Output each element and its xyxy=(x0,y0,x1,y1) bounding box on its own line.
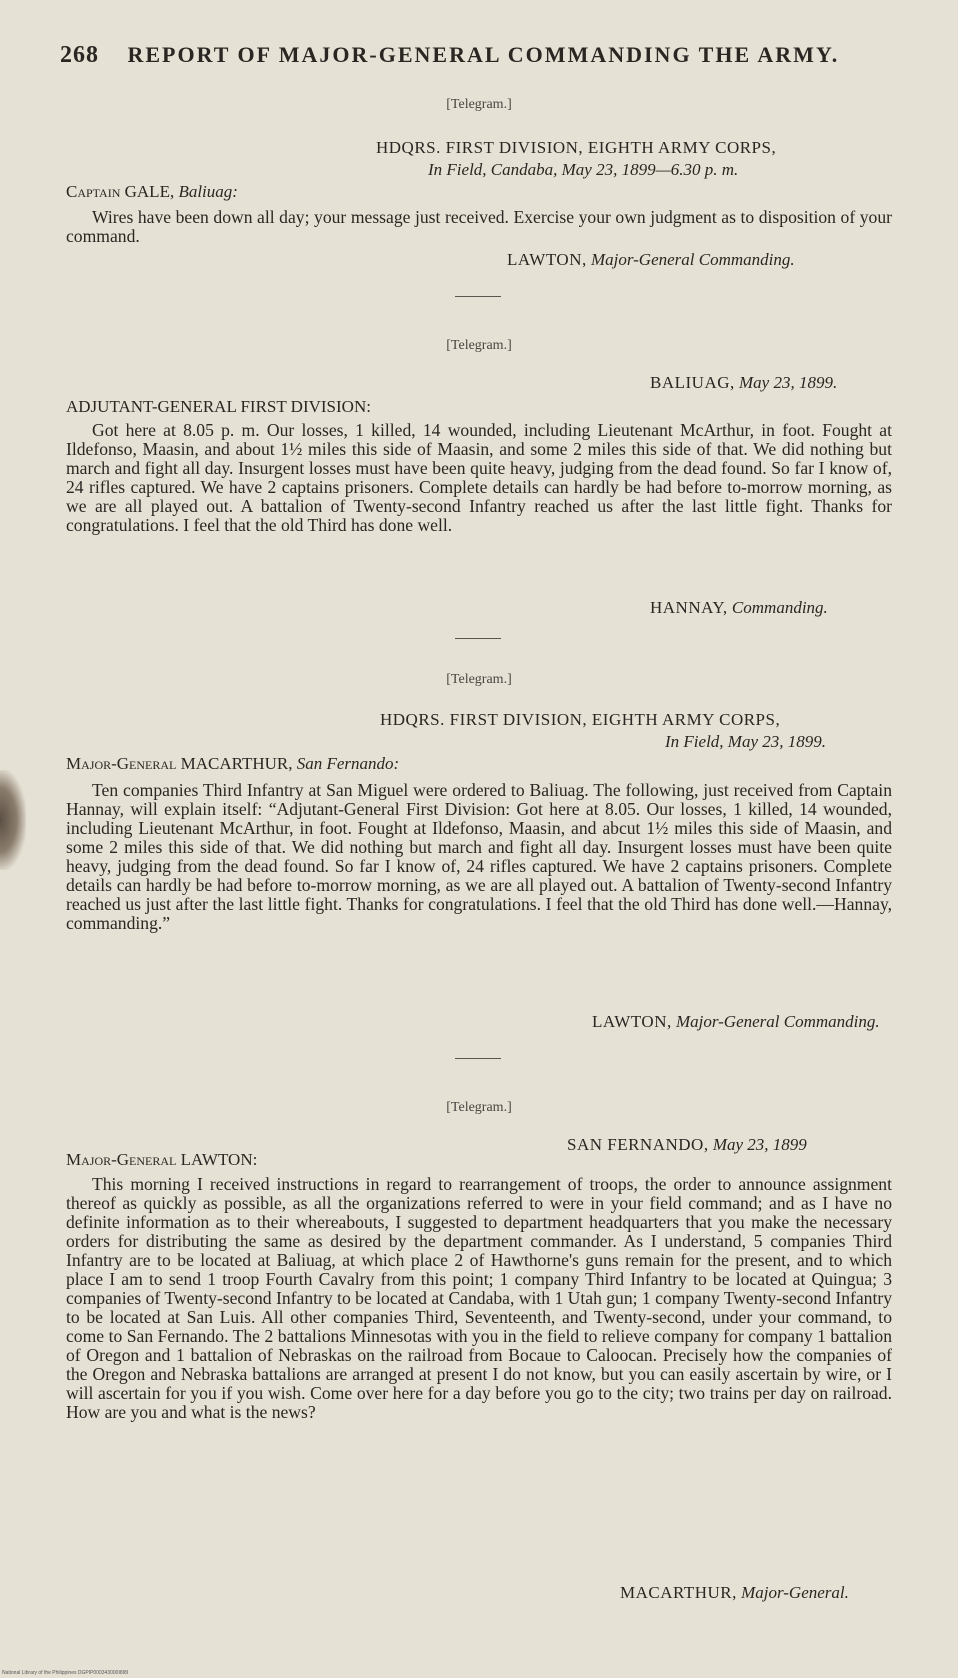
telegram-signature-2 xyxy=(650,598,828,618)
telegram-origin-3 xyxy=(380,709,826,753)
signature-name: LAWTON, xyxy=(592,1012,672,1031)
telegram-label-3: [Telegram.] xyxy=(446,672,512,687)
scan-thumb-shadow xyxy=(0,770,26,870)
addressee-name: Captain GALE, xyxy=(66,182,175,201)
telegram-label-2: [Telegram.] xyxy=(446,338,512,353)
body-text: Ten companies Third Infantry at San Miguel were ordered to Baliuag. The following, just received from Captain Hannay, will explain itself: “Adjutant-General First Division: Got here at 8.05. Our losses, 1 killed, 14 wounded, including Lieutenant McArthur, in foot. Fought at Ildefonso, Maasin, and abcut 1½ miles this side of Maasin, and some 2 miles this side of that. We did nothing but march and fight all day. Insurgent losses must have been quite heavy, judging from the dead found. So far I know of, 24 rifles captured. We have 2 captains prisoners. Complete details can hardly be had before to-morrow morning, as we are all played out. A battalion of Twenty-second Infantry reached us just after the last little fight. Thanks for congratulations. I feel that the old Third has done well.—Hannay, commanding.” xyxy=(66,780,892,933)
telegram-body-4 xyxy=(66,1175,892,1422)
origin-date: May 23, 1899 xyxy=(712,1135,807,1154)
signature-name: LAWTON, xyxy=(507,250,587,269)
telegram-label-4: [Telegram.] xyxy=(446,1100,512,1115)
signature-name: MACARTHUR, xyxy=(620,1583,737,1602)
telegram-body-2 xyxy=(66,421,892,535)
signature-name: HANNAY, xyxy=(650,598,728,617)
telegram-body-1 xyxy=(66,208,892,246)
signature-title: Major-General. xyxy=(741,1583,849,1602)
origin-line: In Field, May 23, 1899. xyxy=(665,732,826,751)
addressee-place: Baliuag: xyxy=(178,182,238,201)
body-text: This morning I received instructions in regard to rearrangement of troops, the order to announce assignment thereof as quickly as possible, as all the organizations referred to were in your field command; and as I have no definite information as to their whereabouts, I suggested to department headquarters that you make the necessary orders for distributing the same as desired by the department commander. As I understand, 5 companies Third Infantry are to be located at Baliuag, at which place 2 of Hawthorne's guns remain for the present, and to which place I am to send 1 troop Fourth Cavalry from this point; 1 company Third Infantry to be located at Quingua; 3 companies of Twenty-second Infantry to be located at Candaba, with 1 Utah gun; 1 company Twenty-second Infantry to be located at San Luis. All other companies Third, Seventeenth, and Twenty-second, under your command, to come to San Fernando. The 2 battalions Minnesotas with you in the field to relieve company for company 1 battalion of Oregon and 1 battalion of Nebraskas on the railroad from Bocaue to Caloocan. Precisely how the companies of the Oregon and Nebraska battalions are arranged at present I do not know, but you can easily ascertain by wire, or I will ascertain for you if you wish. Come over here for a day before you go to the city; two trains per day on railroad. How are you and what is the news? xyxy=(66,1174,892,1422)
telegram-label-1: [Telegram.] xyxy=(446,97,512,112)
addressee-place: San Fernando: xyxy=(296,754,400,773)
origin-place: SAN FERNANDO, xyxy=(567,1135,709,1154)
telegram-origin-4 xyxy=(567,1134,807,1156)
addressee-name: Major-General LAWTON: xyxy=(66,1150,258,1169)
telegram-addressee-1 xyxy=(66,182,238,202)
telegram-signature-4 xyxy=(620,1583,849,1603)
origin-place: BALIUAG, xyxy=(650,373,735,392)
telegram-origin-2 xyxy=(650,372,837,394)
signature-title: Commanding. xyxy=(731,598,828,617)
section-divider xyxy=(455,638,501,639)
page-number: 268 xyxy=(60,42,99,68)
origin-line: In Field, Candaba, May 23, 1899—6.30 p. m. xyxy=(428,160,739,179)
telegram-body-3 xyxy=(66,781,892,933)
telegram-addressee-4 xyxy=(66,1150,257,1170)
section-divider xyxy=(455,296,501,297)
telegram-signature-3 xyxy=(592,1012,880,1032)
telegram-signature-1 xyxy=(507,250,795,270)
body-text: Wires have been down all day; your message just received. Exercise your own judgment as to disposition of your command. xyxy=(66,207,892,246)
running-title: REPORT OF MAJOR-GENERAL COMMANDING THE ARMY. xyxy=(127,42,840,67)
signature-title: Major-General Commanding. xyxy=(675,1012,880,1031)
running-header xyxy=(60,42,890,69)
scan-footer: National Library of the Philippines DGPIP000343000I8I8I xyxy=(2,1670,129,1676)
addressee-name: ADJUTANT-GENERAL FIRST DIVISION: xyxy=(66,397,371,416)
origin-line: HDQRS. FIRST DIVISION, EIGHTH ARMY CORPS, xyxy=(380,710,781,729)
origin-date: May 23, 1899. xyxy=(739,373,838,392)
origin-line: HDQRS. FIRST DIVISION, EIGHTH ARMY CORPS, xyxy=(376,138,777,157)
section-divider xyxy=(455,1058,501,1059)
telegram-addressee-2 xyxy=(66,397,371,417)
addressee-name: Major-General MACARTHUR, xyxy=(66,754,293,773)
telegram-addressee-3 xyxy=(66,754,399,774)
body-text: Got here at 8.05 p. m. Our losses, 1 killed, 14 wounded, including Lieutenant McArthur, in foot. Fought at Ildefonso, Maasin, and about 1½ miles this side of Maasin, and some 2 miles this side of that. We did nothing but march and fight all day. Insurgent losses must have been quite heavy, judging from the dead found. So far I know of, 24 rifles captured. We have 2 captains prisoners. Complete details can hardly be had before to-morrow morning, as we are all played out. A battalion of Twenty-second Infantry reached us after the last little fight. Thanks for congratulations. I feel that the old Third has done well. xyxy=(66,420,892,535)
telegram-origin-1 xyxy=(376,137,776,181)
signature-title: Major-General Commanding. xyxy=(590,250,795,269)
